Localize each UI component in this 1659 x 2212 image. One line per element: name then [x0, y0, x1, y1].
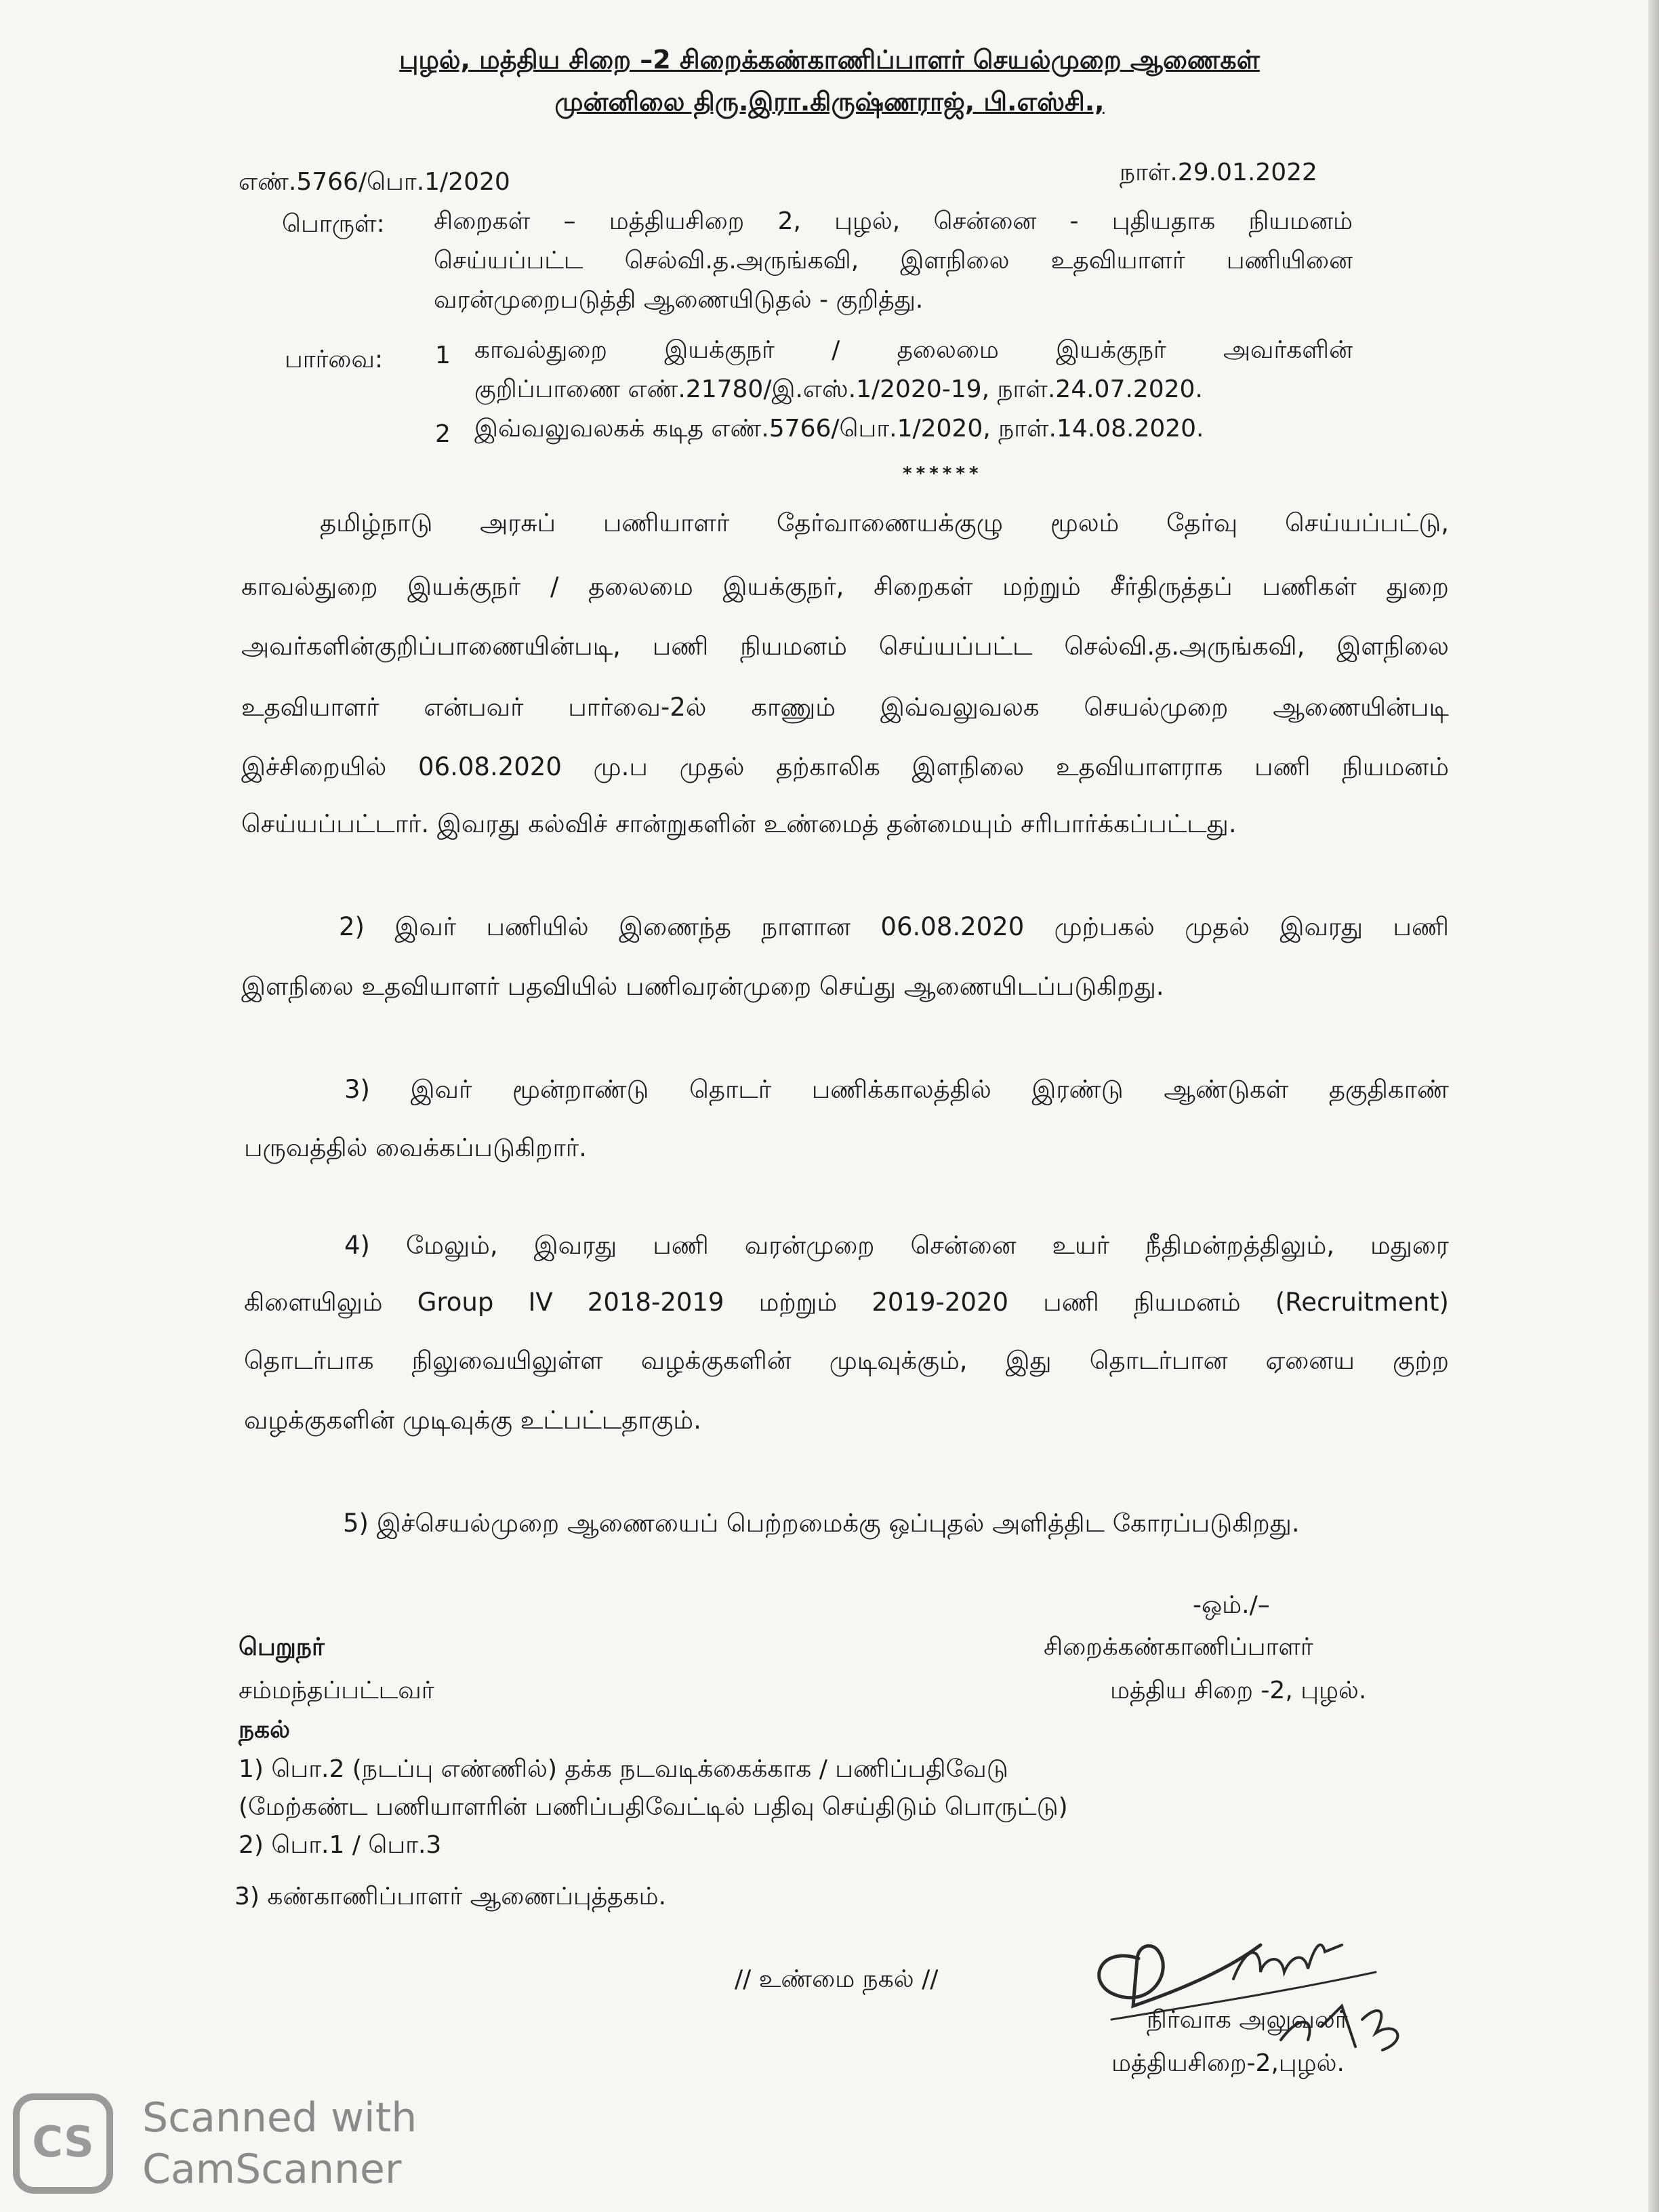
- admin-officer-office: மத்தியசிறை-2,புழல்.: [1111, 2049, 1345, 2077]
- reference-item-1-line-2: குறிப்பாணை எண்.21780/இ.எஸ்.1/2020-19, நாள்.24.07.2020.: [474, 375, 1203, 403]
- camscanner-logo-text: CS: [32, 2117, 94, 2167]
- paragraph-4-line-1: 4) மேலும், இவரது பணி வரன்முறை சென்னை உயர் நீதிமன்றத்திலும், மதுரை: [344, 1231, 1449, 1260]
- reference-item-2-line-1: இவ்வலுவலகக் கடித எண்.5766/பொ.1/2020, நாள்.14.08.2020.: [474, 415, 1204, 443]
- paragraph-1-line-3: அவர்களின்குறிப்பாணையின்படி, பணி நியமனம் செய்யப்பட்ட செல்வி.த.அருங்கவி, இளநிலை: [241, 632, 1449, 661]
- paragraph-2-line-1: 2) இவர் பணியில் இணைந்த நாளான 06.08.2020 முற்பகல் முதல் இவரது பணி: [339, 912, 1449, 941]
- paragraph-3-line-2: பருவத்தில் வைக்கப்படுகிறார்.: [244, 1133, 587, 1162]
- true-copy-mark: // உண்மை நகல் //: [735, 1965, 939, 1993]
- document-date: நாள்.29.01.2022: [1120, 159, 1317, 186]
- recipient-label: பெறுநர்: [239, 1633, 325, 1661]
- copy-label: நகல்: [239, 1716, 291, 1744]
- paragraph-4-line-2: கிளையிலும் Group IV 2018-2019 மற்றும் 2019-2020 பணி நியமனம் (Recruitment): [244, 1288, 1449, 1317]
- copy-item-1: 1) பொ.2 (நடப்பு எண்ணில்) தக்க நடவடிக்கைக்காக / பணிப்பதிவேடு: [239, 1755, 1008, 1783]
- copy-item-3: 3) கண்காணிப்பாளர் ஆணைப்புத்தகம்.: [234, 1883, 667, 1910]
- paragraph-3-line-1: 3) இவர் மூன்றாண்டு தொடர் பணிக்காலத்தில் இரண்டு ஆண்டுகள் தகுதிகாண்: [344, 1075, 1449, 1104]
- camscanner-text: CamScanner: [142, 2146, 402, 2193]
- recipient-value: சம்மந்தப்பட்டவர்: [239, 1677, 434, 1704]
- paragraph-1-line-1: தமிழ்நாடு அரசுப் பணியாளர் தேர்வாணையக்குழு மூலம் தேர்வு செய்யப்பட்டு,: [320, 508, 1449, 537]
- page-edge-shadow: [1648, 0, 1659, 2212]
- paragraph-5: 5) இச்செயல்முறை ஆணையைப் பெற்றமைக்கு ஒப்புதல் அளித்திட கோரப்படுகிறது.: [343, 1509, 1300, 1538]
- subject-line-2: செய்யப்பட்ட செல்வி.த.அருங்கவி, இளநிலை உதவியாளர் பணியினை: [434, 247, 1353, 274]
- paragraph-4-line-3: தொடர்பாக நிலுவையிலுள்ள வழக்குகளின் முடிவுக்கும், இது தொடர்பான ஏனைய குற்ற: [244, 1346, 1449, 1375]
- superintendent-designation: சிறைக்கண்காணிப்பாளர்: [1044, 1633, 1313, 1661]
- subject-line-3: வரன்முறைபடுத்தி ஆணையிடுதல் - குறித்து.: [434, 286, 924, 314]
- paragraph-1-line-6: செய்யப்பட்டார். இவரது கல்விச் சான்றுகளின் உண்மைத் தன்மையும் சரிபார்க்கப்பட்டது.: [241, 809, 1237, 838]
- separator-stars: ******: [903, 464, 983, 484]
- copy-item-1-note: (மேற்கண்ட பணியாளரின் பணிப்பதிவேட்டில் பதிவு செய்திடும் பொருட்டு): [239, 1793, 1068, 1821]
- reference-item-1-number: 1: [435, 342, 451, 369]
- paragraph-1-line-4: உதவியாளர் என்பவர் பார்வை-2ல் காணும் இவ்வலுவலக செயல்முறை ஆணையின்படி: [241, 693, 1449, 722]
- reference-number: எண்.5766/பொ.1/2020: [239, 168, 510, 196]
- om-mark: -ஒம்./–: [1193, 1591, 1270, 1619]
- header-line-2: முன்னிலை திரு.இரா.கிருஷ்ணராஜ், பி.எஸ்சி.,: [554, 87, 1105, 117]
- reference-item-1-line-1: காவல்துறை இயக்குநர் / தலைமை இயக்குநர் அவர்களின்: [474, 336, 1353, 364]
- paragraph-1-line-2: காவல்துறை இயக்குநர் / தலைமை இயக்குநர், சிறைகள் மற்றும் சீர்திருத்தப் பணிகள் துறை: [241, 572, 1449, 601]
- copy-item-2: 2) பொ.1 / பொ.3: [239, 1831, 442, 1859]
- reference-item-2-number: 2: [435, 420, 451, 448]
- paragraph-4-line-4: வழக்குகளின் முடிவுக்கு உட்பட்டதாகும்.: [244, 1406, 701, 1435]
- scanned-with-text: Scanned with: [142, 2094, 417, 2142]
- admin-officer-title: நிர்வாக அலுவலர்: [1147, 2006, 1348, 2034]
- subject-line-1: சிறைகள் – மத்தியசிறை 2, புழல், சென்னை - புதியதாக நியமனம்: [434, 207, 1353, 235]
- paragraph-1-line-5: இச்சிறையில் 06.08.2020 மு.ப முதல் தற்காலிக இளநிலை உதவியாளராக பணி நியமனம்: [241, 752, 1449, 781]
- paragraph-2-line-2: இளநிலை உதவியாளர் பதவியில் பணிவரன்முறை செய்து ஆணையிடப்படுகிறது.: [241, 972, 1164, 1001]
- header-line-1: புழல், மத்திய சிறை –2 சிறைக்கண்காணிப்பாளர் செயல்முறை ஆணைகள்: [399, 45, 1260, 75]
- reference-label: பார்வை:: [285, 346, 384, 373]
- superintendent-office: மத்திய சிறை -2, புழல்.: [1110, 1677, 1367, 1704]
- subject-label: பொருள்:: [282, 210, 385, 238]
